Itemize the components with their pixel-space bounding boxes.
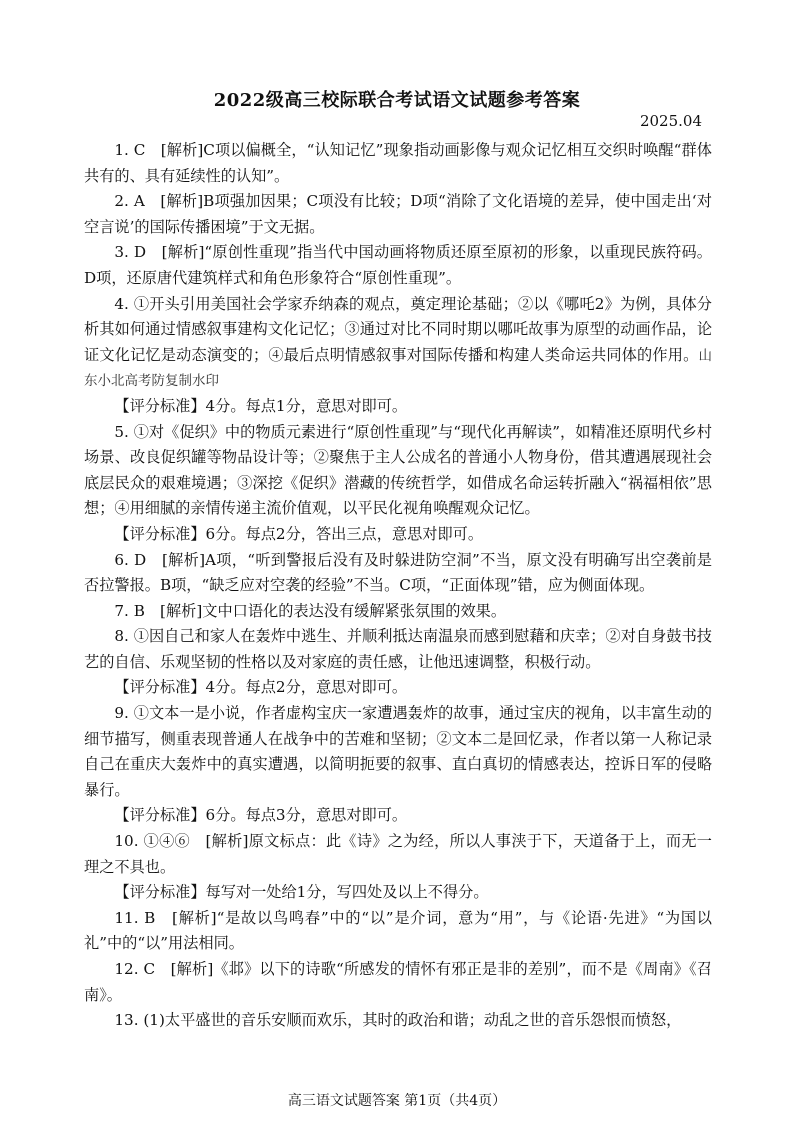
answer-item-9: 9. ①文本一是小说，作者虚构宝庆一家遭遇轰炸的故事，通过宝庆的视角，以丰富生动的细节描写，侧重表现普通人在战争中的苦难和坚韧；②文本二是回忆录，作者以第一人称记录自己在重庆大轰炸中的真实遭遇，以简明扼要的叙事、直白真切的情感表达，控诉日军的侵略暴行。: [84, 704, 712, 799]
answer-item-8: 8. ①因自己和家人在轰炸中逃生、并顺利抵达南温泉而感到慰藉和庆幸；②对自身鼓书技艺的自信、乐观坚韧的性格以及对家庭的责任感，让他迅速调整，积极行动。: [84, 627, 712, 671]
answer-item-13: 13. (1)太平盛世的音乐安顺而欢乐，其时的政治和谐；动乱之世的音乐怨恨而愤怒，: [114, 1011, 682, 1030]
watermark-text: 山东小北高考防复制水印: [84, 347, 712, 389]
answer-body: [84, 138, 712, 1034]
answer-item-6: 6. D [解析]A项，“听到警报后没有及时躲进防空洞”不当，原文没有明确写出空袭前是否拉警报。B项，“缺乏应对空袭的经验”不当。C项，“正面体现”错，应为侧面体现。: [84, 550, 712, 595]
scoring-standard-9: 【评分标准】6分。每点3分，意思对即可。: [114, 806, 408, 825]
answer-item-4: [84, 292, 712, 394]
answer-item-10: 10. ①④⑥ [解析]原文标点：此《诗》之为经，所以人事浃于下，天道备于上，而无一理之不具也。: [84, 832, 712, 876]
scoring-standard-10: 【评分标准】每写对一处给1分，写四处及以上不得分。: [114, 883, 489, 902]
answer-item-11: 11. B [解析]“是故以鸟鸣春”中的“以”是介词，意为“用”，与《论语·先进》“为国以礼”中的“以”用法相同。: [84, 908, 712, 953]
scoring-standard-4: 【评分标准】4分。每点1分，意思对即可。: [114, 396, 408, 415]
answer-item-3: 3. D [解析]“原创性重现”指当代中国动画将物质还原至原初的形象，以重现民族符码。D项，还原唐代建筑样式和角色形象符合“原创性重现”。: [84, 243, 712, 287]
answer-item-5: 5. ①对《促织》中的物质元素进行“原创性重现”与“现代化再解读”，如精准还原明代乡村场景、改良促织罐等物品设计等；②聚焦于主人公成名的普通小人物身份，借其遭遇展现社会底层民众的艰难境遇；③深挖《促织》潜藏的传统哲学，如借成名命运转折融入“祸福相依”思想；④用细腻的亲情传递主流价值观，以平民化视角唤醒观众记忆。: [84, 422, 712, 518]
answer-item-2: 2. A [解析]B项强加因果；C项没有比较；D项“消除了文化语境的差异，使中国走出‘对空言说’的国际传播困境”于文无据。: [84, 192, 712, 236]
page-title: 2022级高三校际联合考试语文试题参考答案: [213, 90, 581, 111]
answer-item-7: 7. B [解析]文中口语化的表达没有缓解紧张氛围的效果。: [114, 601, 507, 620]
answer-item-1: 1. C [解析]C项以偏概全，“认知记忆”现象指动画影像与观众记忆相互交织时唤醒“群体共有的、具有延续性的认知”。: [84, 141, 712, 185]
page-footer: 高三语文试题答案 第1页（共4页）: [287, 1093, 507, 1109]
answer-item-4-text: 4. ①开头引用美国社会学家乔纳森的观点，奠定理论基础；②以《哪吒2》为例，具体分析其如何通过情感叙事建构文化记忆；③通过对比不同时期以哪吒故事为原型的动画作品，论证文化记忆是动态演变的；④最后点明情感叙事对国际传播和构建人类命运共同体的作用。: [84, 294, 712, 364]
scoring-standard-5: 【评分标准】6分。每点2分，答出三点，意思对即可。: [114, 524, 484, 543]
scoring-standard-8: 【评分标准】4分。每点2分，意思对即可。: [114, 678, 408, 697]
answer-item-12: 12. C [解析]《邶》以下的诗歌“所感发的情怀有邪正是非的差别”，而不是《周南》《召南》。: [84, 960, 712, 1004]
exam-date: 2025.04: [639, 112, 702, 130]
